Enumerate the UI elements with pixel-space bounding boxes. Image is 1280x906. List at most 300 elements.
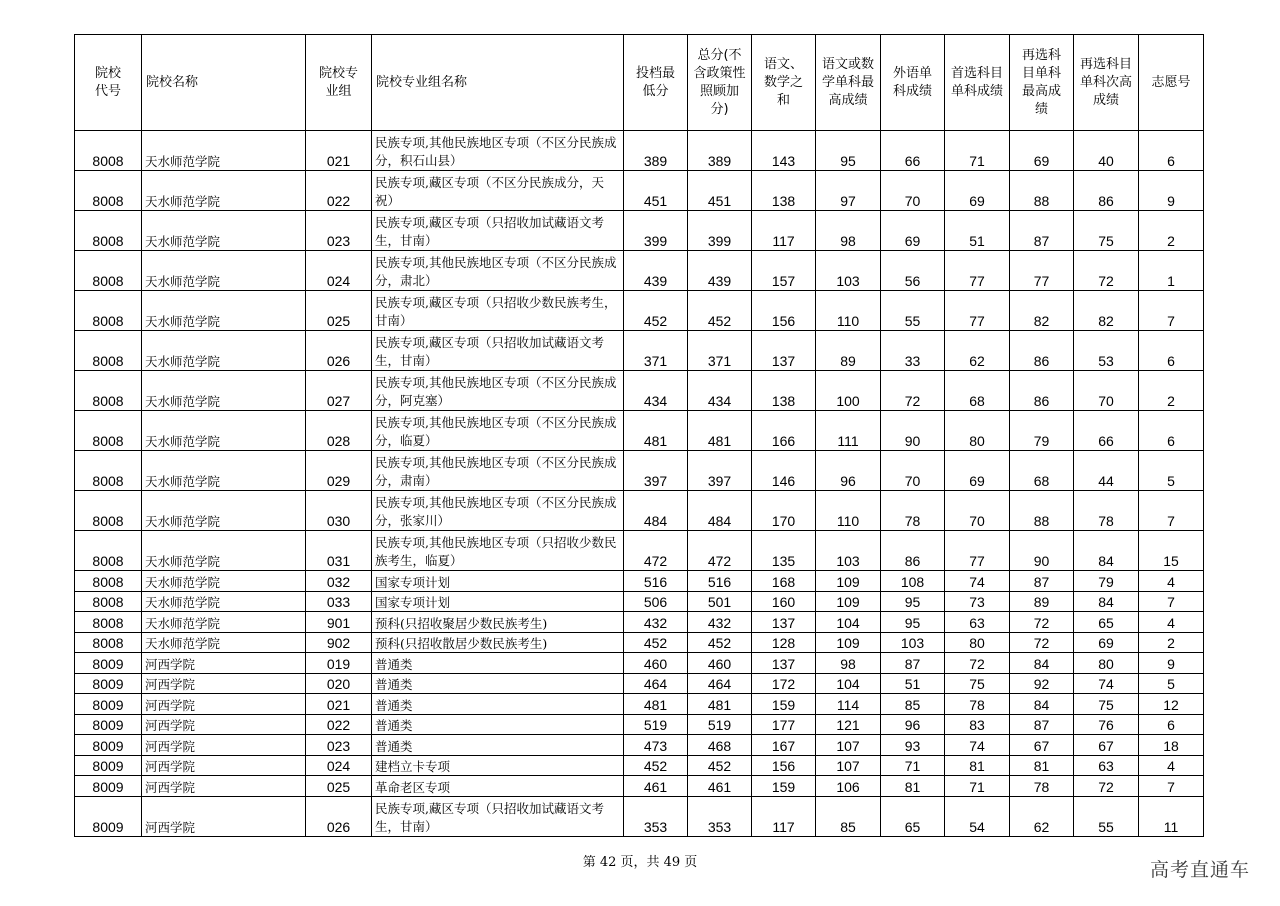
cell-school-code: 8009: [75, 776, 142, 797]
cell-reselect-second: 65: [1074, 612, 1139, 633]
cell-first-subject: 80: [945, 632, 1010, 653]
cell-group-code: 029: [306, 451, 372, 491]
cell-reselect-max: 88: [1010, 171, 1074, 211]
cell-reselect-second: 72: [1074, 776, 1139, 797]
cell-group-name: 民族专项,藏区专项（只招收少数民族考生，甘南）: [372, 291, 624, 331]
cell-first-subject: 62: [945, 331, 1010, 371]
cell-school-name: 天水师范学院: [142, 251, 306, 291]
cell-reselect-max: 88: [1010, 491, 1074, 531]
cell-foreign-lang: 56: [881, 251, 945, 291]
cell-foreign-lang: 86: [881, 531, 945, 571]
cell-min-score: 439: [624, 251, 688, 291]
cell-chinese-math-max: 109: [816, 632, 881, 653]
cell-wish-no: 11: [1139, 796, 1204, 836]
cell-group-code: 902: [306, 632, 372, 653]
cell-group-name: 预科(只招收散居少数民族考生): [372, 632, 624, 653]
table-row: [75, 735, 1204, 756]
header-chinese-math-max: 语文或数学单科最高成绩: [816, 35, 881, 131]
cell-school-code: 8008: [75, 612, 142, 633]
cell-foreign-lang: 95: [881, 612, 945, 633]
cell-min-score: 353: [624, 796, 688, 836]
cell-reselect-max: 78: [1010, 776, 1074, 797]
cell-reselect-second: 55: [1074, 796, 1139, 836]
cell-foreign-lang: 85: [881, 694, 945, 715]
table-row: [75, 571, 1204, 592]
cell-group-name: 民族专项,藏区专项（不区分民族成分，天祝）: [372, 171, 624, 211]
cell-reselect-second: 82: [1074, 291, 1139, 331]
cell-total-score: 460: [688, 653, 752, 674]
cell-group-code: 023: [306, 735, 372, 756]
cell-chinese-math-max: 96: [816, 451, 881, 491]
cell-group-code: 031: [306, 531, 372, 571]
cell-group-code: 026: [306, 331, 372, 371]
table-row: [75, 755, 1204, 776]
cell-min-score: 452: [624, 291, 688, 331]
cell-group-code: 028: [306, 411, 372, 451]
header-row: [75, 35, 1204, 131]
cell-school-code: 8009: [75, 755, 142, 776]
cell-min-score: 464: [624, 673, 688, 694]
table-row: [75, 714, 1204, 735]
cell-school-code: 8008: [75, 411, 142, 451]
cell-group-code: 026: [306, 796, 372, 836]
header-foreign-lang: 外语单科成绩: [881, 35, 945, 131]
cell-chinese-math-max: 104: [816, 612, 881, 633]
table-row: [75, 653, 1204, 674]
cell-group-code: 022: [306, 171, 372, 211]
header-school-name: 院校名称: [142, 35, 306, 131]
cell-chinese-math: 172: [752, 673, 816, 694]
cell-chinese-math: 137: [752, 612, 816, 633]
cell-first-subject: 73: [945, 591, 1010, 612]
cell-chinese-math: 137: [752, 653, 816, 674]
cell-reselect-max: 86: [1010, 371, 1074, 411]
cell-total-score: 516: [688, 571, 752, 592]
cell-total-score: 399: [688, 211, 752, 251]
cell-min-score: 452: [624, 755, 688, 776]
cell-reselect-max: 86: [1010, 331, 1074, 371]
cell-total-score: 481: [688, 694, 752, 715]
cell-group-code: 033: [306, 591, 372, 612]
cell-wish-no: 15: [1139, 531, 1204, 571]
cell-first-subject: 68: [945, 371, 1010, 411]
cell-foreign-lang: 87: [881, 653, 945, 674]
table-row: [75, 632, 1204, 653]
cell-min-score: 371: [624, 331, 688, 371]
cell-reselect-second: 75: [1074, 694, 1139, 715]
cell-chinese-math: 128: [752, 632, 816, 653]
cell-reselect-max: 69: [1010, 131, 1074, 171]
cell-chinese-math: 143: [752, 131, 816, 171]
cell-total-score: 464: [688, 673, 752, 694]
table-row: [75, 251, 1204, 291]
cell-wish-no: 4: [1139, 571, 1204, 592]
cell-school-code: 8008: [75, 331, 142, 371]
table-row: [75, 591, 1204, 612]
header-first-subject: 首选科目单科成绩: [945, 35, 1010, 131]
watermark: 高考直通车: [1149, 859, 1250, 881]
cell-chinese-math: 159: [752, 776, 816, 797]
cell-reselect-second: 69: [1074, 632, 1139, 653]
cell-chinese-math: 117: [752, 796, 816, 836]
cell-school-name: 天水师范学院: [142, 331, 306, 371]
cell-chinese-math-max: 109: [816, 571, 881, 592]
cell-chinese-math: 156: [752, 755, 816, 776]
cell-min-score: 451: [624, 171, 688, 211]
cell-min-score: 484: [624, 491, 688, 531]
cell-school-code: 8009: [75, 796, 142, 836]
cell-group-code: 021: [306, 131, 372, 171]
cell-reselect-max: 84: [1010, 653, 1074, 674]
cell-wish-no: 18: [1139, 735, 1204, 756]
cell-reselect-second: 84: [1074, 531, 1139, 571]
cell-school-name: 天水师范学院: [142, 571, 306, 592]
cell-school-code: 8008: [75, 531, 142, 571]
cell-school-name: 河西学院: [142, 653, 306, 674]
cell-foreign-lang: 72: [881, 371, 945, 411]
cell-wish-no: 6: [1139, 714, 1204, 735]
cell-school-name: 河西学院: [142, 796, 306, 836]
cell-reselect-second: 86: [1074, 171, 1139, 211]
cell-wish-no: 6: [1139, 131, 1204, 171]
cell-school-code: 8008: [75, 171, 142, 211]
cell-group-name: 民族专项,其他民族地区专项（不区分民族成分，肃南）: [372, 451, 624, 491]
cell-chinese-math: 177: [752, 714, 816, 735]
cell-reselect-second: 72: [1074, 251, 1139, 291]
cell-school-name: 天水师范学院: [142, 371, 306, 411]
cell-school-code: 8008: [75, 251, 142, 291]
cell-reselect-second: 67: [1074, 735, 1139, 756]
table-row: [75, 694, 1204, 715]
cell-wish-no: 7: [1139, 591, 1204, 612]
cell-wish-no: 7: [1139, 291, 1204, 331]
cell-chinese-math: 138: [752, 371, 816, 411]
cell-school-name: 天水师范学院: [142, 632, 306, 653]
header-reselect-max: 再选科目单科最高成绩: [1010, 35, 1074, 131]
table-row: [75, 211, 1204, 251]
cell-foreign-lang: 33: [881, 331, 945, 371]
cell-first-subject: 63: [945, 612, 1010, 633]
cell-school-code: 8008: [75, 131, 142, 171]
cell-min-score: 519: [624, 714, 688, 735]
cell-first-subject: 71: [945, 131, 1010, 171]
cell-first-subject: 77: [945, 531, 1010, 571]
cell-first-subject: 77: [945, 251, 1010, 291]
cell-group-code: 025: [306, 291, 372, 331]
cell-wish-no: 2: [1139, 211, 1204, 251]
cell-reselect-max: 90: [1010, 531, 1074, 571]
cell-chinese-math-max: 114: [816, 694, 881, 715]
cell-reselect-second: 75: [1074, 211, 1139, 251]
cell-min-score: 399: [624, 211, 688, 251]
cell-foreign-lang: 65: [881, 796, 945, 836]
cell-first-subject: 71: [945, 776, 1010, 797]
cell-wish-no: 12: [1139, 694, 1204, 715]
cell-min-score: 432: [624, 612, 688, 633]
cell-group-code: 027: [306, 371, 372, 411]
cell-wish-no: 2: [1139, 371, 1204, 411]
table-row: [75, 776, 1204, 797]
cell-min-score: 389: [624, 131, 688, 171]
table-row: [75, 291, 1204, 331]
cell-chinese-math-max: 103: [816, 531, 881, 571]
cell-group-name: 普通类: [372, 673, 624, 694]
table-row: [75, 491, 1204, 531]
cell-school-code: 8008: [75, 371, 142, 411]
cell-reselect-max: 62: [1010, 796, 1074, 836]
cell-total-score: 484: [688, 491, 752, 531]
cell-reselect-max: 72: [1010, 632, 1074, 653]
cell-school-name: 天水师范学院: [142, 591, 306, 612]
cell-first-subject: 74: [945, 735, 1010, 756]
cell-chinese-math: 166: [752, 411, 816, 451]
cell-total-score: 432: [688, 612, 752, 633]
cell-wish-no: 6: [1139, 411, 1204, 451]
cell-wish-no: 9: [1139, 653, 1204, 674]
cell-school-name: 天水师范学院: [142, 131, 306, 171]
cell-foreign-lang: 93: [881, 735, 945, 756]
cell-chinese-math-max: 107: [816, 755, 881, 776]
cell-first-subject: 77: [945, 291, 1010, 331]
cell-group-name: 民族专项,其他民族地区专项（只招收少数民族考生，临夏）: [372, 531, 624, 571]
cell-school-code: 8009: [75, 714, 142, 735]
cell-total-score: 501: [688, 591, 752, 612]
cell-chinese-math: 146: [752, 451, 816, 491]
cell-chinese-math: 137: [752, 331, 816, 371]
cell-school-name: 天水师范学院: [142, 612, 306, 633]
cell-reselect-max: 79: [1010, 411, 1074, 451]
cell-foreign-lang: 95: [881, 591, 945, 612]
cell-group-code: 024: [306, 755, 372, 776]
cell-total-score: 434: [688, 371, 752, 411]
cell-foreign-lang: 81: [881, 776, 945, 797]
cell-reselect-second: 78: [1074, 491, 1139, 531]
cell-first-subject: 69: [945, 171, 1010, 211]
cell-group-name: 民族专项,其他民族地区专项（不区分民族成分，阿克塞）: [372, 371, 624, 411]
table-row: [75, 673, 1204, 694]
cell-reselect-second: 44: [1074, 451, 1139, 491]
cell-total-score: 451: [688, 171, 752, 211]
header-school-code: 院校代号: [75, 35, 142, 131]
cell-total-score: 452: [688, 291, 752, 331]
cell-first-subject: 72: [945, 653, 1010, 674]
cell-total-score: 371: [688, 331, 752, 371]
cell-school-name: 河西学院: [142, 776, 306, 797]
cell-reselect-second: 79: [1074, 571, 1139, 592]
cell-group-code: 020: [306, 673, 372, 694]
admission-score-table: [74, 34, 1204, 837]
cell-group-name: 民族专项,藏区专项（只招收加试藏语文考生，甘南）: [372, 796, 624, 836]
table-row: [75, 131, 1204, 171]
cell-min-score: 472: [624, 531, 688, 571]
cell-group-code: 022: [306, 714, 372, 735]
cell-school-code: 8008: [75, 632, 142, 653]
cell-chinese-math: 167: [752, 735, 816, 756]
cell-reselect-max: 77: [1010, 251, 1074, 291]
cell-chinese-math: 117: [752, 211, 816, 251]
cell-foreign-lang: 90: [881, 411, 945, 451]
cell-reselect-second: 76: [1074, 714, 1139, 735]
cell-first-subject: 75: [945, 673, 1010, 694]
cell-group-name: 民族专项,藏区专项（只招收加试藏语文考生，甘南）: [372, 211, 624, 251]
cell-chinese-math-max: 103: [816, 251, 881, 291]
cell-reselect-second: 70: [1074, 371, 1139, 411]
cell-chinese-math-max: 110: [816, 491, 881, 531]
table-row: [75, 796, 1204, 836]
cell-first-subject: 83: [945, 714, 1010, 735]
cell-group-name: 国家专项计划: [372, 591, 624, 612]
page-footer: 第 42 页，共 49 页: [582, 855, 698, 870]
cell-reselect-max: 87: [1010, 571, 1074, 592]
cell-reselect-max: 72: [1010, 612, 1074, 633]
header-chinese-math: 语文、数学之和: [752, 35, 816, 131]
cell-total-score: 472: [688, 531, 752, 571]
cell-group-code: 021: [306, 694, 372, 715]
cell-foreign-lang: 103: [881, 632, 945, 653]
cell-chinese-math: 159: [752, 694, 816, 715]
cell-chinese-math-max: 104: [816, 673, 881, 694]
cell-reselect-second: 63: [1074, 755, 1139, 776]
cell-min-score: 461: [624, 776, 688, 797]
cell-min-score: 397: [624, 451, 688, 491]
cell-foreign-lang: 71: [881, 755, 945, 776]
cell-chinese-math: 160: [752, 591, 816, 612]
cell-school-name: 天水师范学院: [142, 411, 306, 451]
cell-reselect-max: 89: [1010, 591, 1074, 612]
cell-group-code: 025: [306, 776, 372, 797]
cell-school-name: 河西学院: [142, 673, 306, 694]
cell-first-subject: 81: [945, 755, 1010, 776]
cell-foreign-lang: 70: [881, 171, 945, 211]
cell-reselect-second: 80: [1074, 653, 1139, 674]
cell-total-score: 461: [688, 776, 752, 797]
cell-school-code: 8008: [75, 211, 142, 251]
cell-chinese-math-max: 95: [816, 131, 881, 171]
header-reselect-second: 再选科目单科次高成绩: [1074, 35, 1139, 131]
cell-foreign-lang: 78: [881, 491, 945, 531]
cell-first-subject: 54: [945, 796, 1010, 836]
cell-group-name: 普通类: [372, 694, 624, 715]
cell-total-score: 397: [688, 451, 752, 491]
cell-school-code: 8008: [75, 451, 142, 491]
cell-school-name: 河西学院: [142, 694, 306, 715]
cell-group-name: 民族专项,藏区专项（只招收加试藏语文考生，甘南）: [372, 331, 624, 371]
cell-total-score: 452: [688, 755, 752, 776]
header-wish-no: 志愿号: [1139, 35, 1204, 131]
cell-school-code: 8009: [75, 694, 142, 715]
cell-group-code: 032: [306, 571, 372, 592]
cell-school-name: 天水师范学院: [142, 211, 306, 251]
cell-group-name: 预科(只招收聚居少数民族考生): [372, 612, 624, 633]
cell-min-score: 460: [624, 653, 688, 674]
cell-wish-no: 5: [1139, 673, 1204, 694]
cell-group-name: 民族专项,其他民族地区专项（不区分民族成分，积石山县）: [372, 131, 624, 171]
cell-chinese-math: 170: [752, 491, 816, 531]
cell-school-code: 8008: [75, 291, 142, 331]
cell-group-code: 024: [306, 251, 372, 291]
cell-group-code: 019: [306, 653, 372, 674]
cell-school-name: 天水师范学院: [142, 491, 306, 531]
cell-first-subject: 78: [945, 694, 1010, 715]
cell-wish-no: 6: [1139, 331, 1204, 371]
cell-first-subject: 51: [945, 211, 1010, 251]
cell-group-name: 民族专项,其他民族地区专项（不区分民族成分，张家川）: [372, 491, 624, 531]
table-row: [75, 331, 1204, 371]
cell-total-score: 468: [688, 735, 752, 756]
cell-chinese-math-max: 111: [816, 411, 881, 451]
cell-foreign-lang: 51: [881, 673, 945, 694]
cell-reselect-max: 67: [1010, 735, 1074, 756]
cell-reselect-second: 74: [1074, 673, 1139, 694]
cell-total-score: 519: [688, 714, 752, 735]
cell-reselect-max: 92: [1010, 673, 1074, 694]
cell-group-code: 901: [306, 612, 372, 633]
cell-wish-no: 4: [1139, 612, 1204, 633]
cell-reselect-max: 82: [1010, 291, 1074, 331]
cell-wish-no: 1: [1139, 251, 1204, 291]
cell-min-score: 516: [624, 571, 688, 592]
cell-school-code: 8009: [75, 673, 142, 694]
table-row: [75, 612, 1204, 633]
cell-chinese-math: 135: [752, 531, 816, 571]
cell-group-code: 030: [306, 491, 372, 531]
cell-group-code: 023: [306, 211, 372, 251]
cell-group-name: 革命老区专项: [372, 776, 624, 797]
table-row: [75, 531, 1204, 571]
cell-min-score: 481: [624, 694, 688, 715]
cell-total-score: 389: [688, 131, 752, 171]
cell-reselect-max: 87: [1010, 211, 1074, 251]
cell-chinese-math-max: 106: [816, 776, 881, 797]
cell-group-name: 建档立卡专项: [372, 755, 624, 776]
cell-foreign-lang: 96: [881, 714, 945, 735]
cell-chinese-math-max: 110: [816, 291, 881, 331]
cell-school-code: 8009: [75, 653, 142, 674]
cell-group-name: 普通类: [372, 653, 624, 674]
cell-school-name: 天水师范学院: [142, 451, 306, 491]
cell-wish-no: 2: [1139, 632, 1204, 653]
cell-school-name: 河西学院: [142, 755, 306, 776]
cell-min-score: 506: [624, 591, 688, 612]
cell-school-code: 8008: [75, 571, 142, 592]
cell-group-name: 普通类: [372, 714, 624, 735]
cell-reselect-max: 84: [1010, 694, 1074, 715]
cell-wish-no: 5: [1139, 451, 1204, 491]
cell-min-score: 434: [624, 371, 688, 411]
cell-school-code: 8009: [75, 735, 142, 756]
cell-chinese-math-max: 97: [816, 171, 881, 211]
cell-reselect-max: 81: [1010, 755, 1074, 776]
cell-total-score: 452: [688, 632, 752, 653]
cell-min-score: 481: [624, 411, 688, 451]
table-row: [75, 171, 1204, 211]
cell-reselect-second: 53: [1074, 331, 1139, 371]
cell-chinese-math-max: 85: [816, 796, 881, 836]
cell-chinese-math-max: 98: [816, 653, 881, 674]
cell-total-score: 481: [688, 411, 752, 451]
cell-group-name: 民族专项,其他民族地区专项（不区分民族成分，临夏）: [372, 411, 624, 451]
cell-foreign-lang: 66: [881, 131, 945, 171]
cell-chinese-math-max: 98: [816, 211, 881, 251]
cell-first-subject: 74: [945, 571, 1010, 592]
cell-min-score: 473: [624, 735, 688, 756]
cell-foreign-lang: 70: [881, 451, 945, 491]
cell-chinese-math: 168: [752, 571, 816, 592]
table-row: [75, 451, 1204, 491]
header-total-score: 总分(不含政策性照顾加分): [688, 35, 752, 131]
cell-chinese-math: 156: [752, 291, 816, 331]
cell-wish-no: 7: [1139, 776, 1204, 797]
